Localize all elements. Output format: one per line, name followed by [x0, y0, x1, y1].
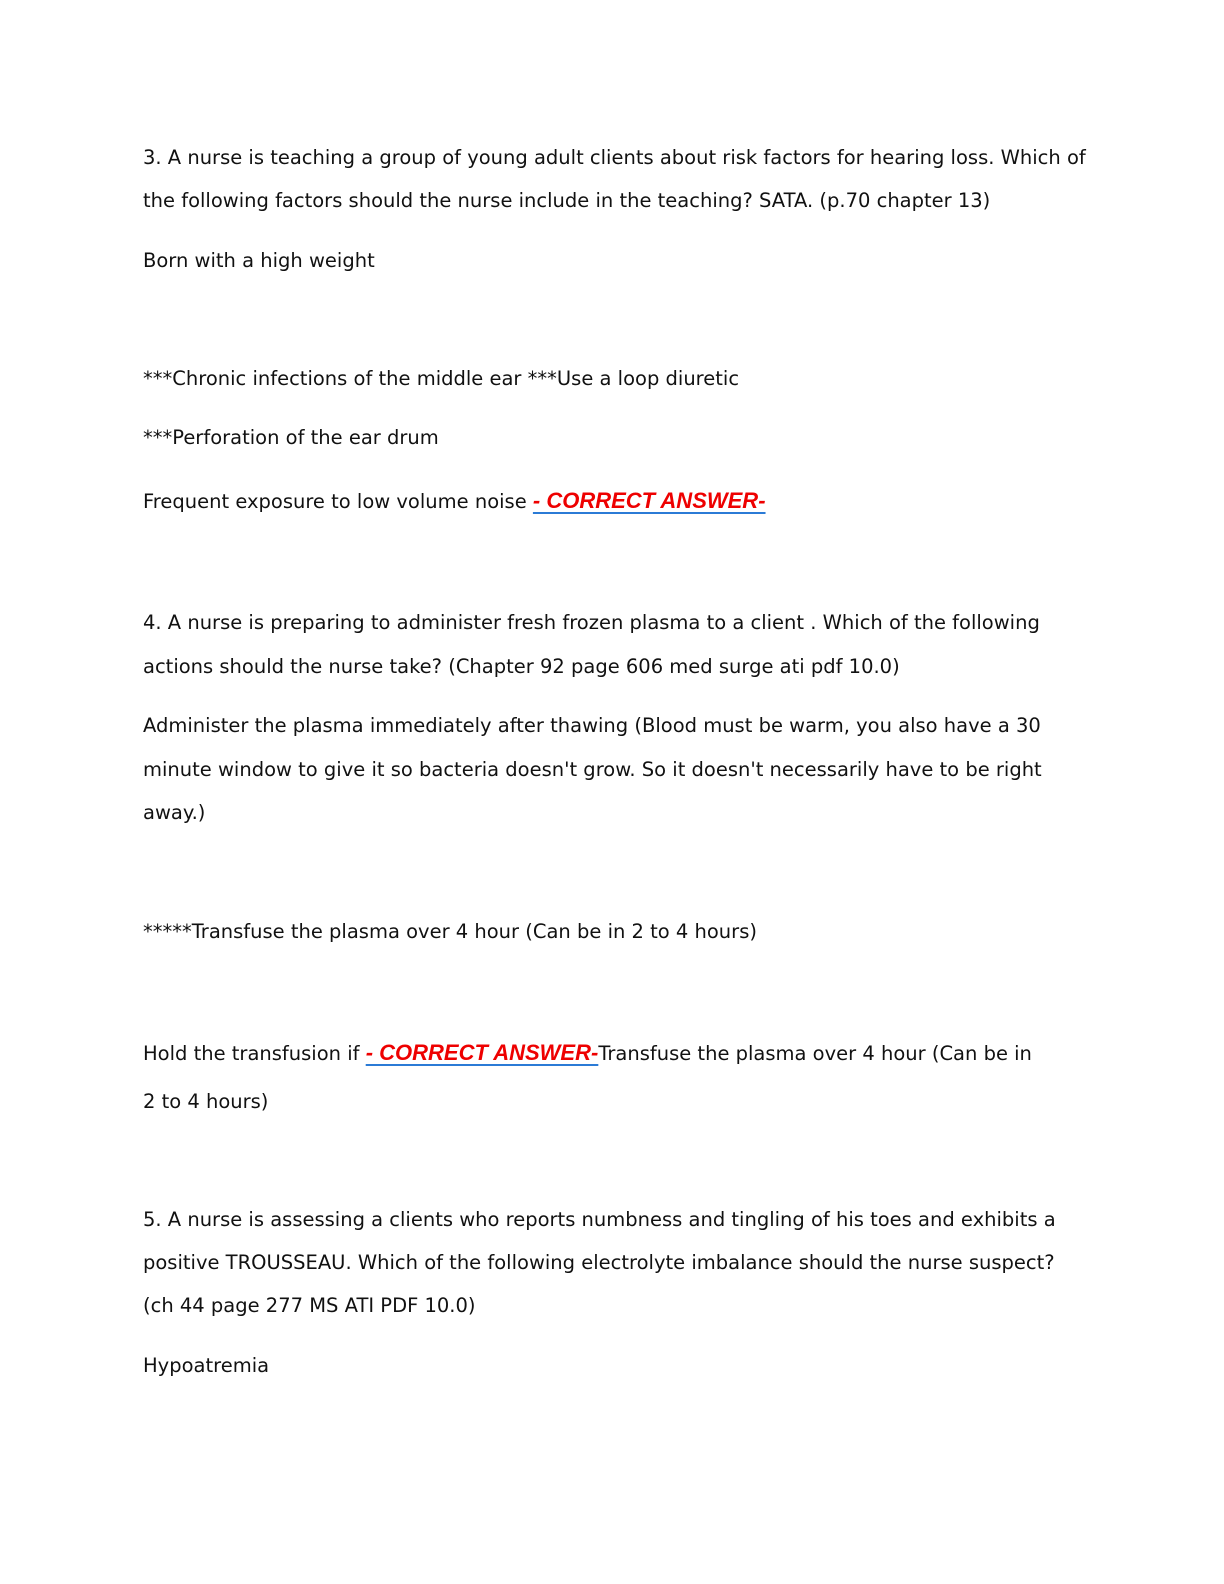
q3-option-4: Frequent exposure to low volume noise	[143, 490, 527, 513]
q4-answer-line-2: 2 to 4 hours)	[143, 1090, 269, 1113]
q5-stem-line-2: positive TROUSSEAU. Which of the following electrolyte imbalance should the nurse suspect?	[143, 1251, 1055, 1274]
q4-option-1-line-1: Administer the plasma immediately after thawing (Blood must be warm, you also have a 30	[143, 714, 1041, 737]
q4-correct-answer-marker: - CORRECT ANSWER-	[365, 1040, 599, 1065]
q4-stem-line-1: 4. A nurse is preparing to administer fresh frozen plasma to a client . Which of the following	[143, 611, 1040, 634]
q3-option-2: ***Chronic infections of the middle ear ***Use a loop diuretic	[143, 367, 740, 390]
q4-option-3-line	[143, 1041, 1083, 1066]
q4-answer-line-1: Transfuse the plasma over 4 hour (Can be in	[598, 1042, 1032, 1065]
q5-option-1: Hypoatremia	[143, 1354, 270, 1377]
q5-stem-line-3: (ch 44 page 277 MS ATI PDF 10.0)	[143, 1294, 476, 1317]
q3-stem-line-1: 3. A nurse is teaching a group of young adult clients about risk factors for hearing loss. Which of	[143, 146, 1086, 169]
q4-option-3-prefix: Hold the transfusion if	[143, 1042, 360, 1065]
q4-option-2: *****Transfuse the plasma over 4 hour (Can be in 2 to 4 hours)	[143, 920, 757, 943]
q5-stem-line-1: 5. A nurse is assessing a clients who reports numbness and tingling of his toes and exhibits a	[143, 1208, 1056, 1231]
q3-correct-answer-marker: - CORRECT ANSWER-	[532, 488, 766, 513]
q3-option-3: ***Perforation of the ear drum	[143, 426, 439, 449]
q4-option-1-line-3: away.)	[143, 801, 206, 824]
q3-option-4-line	[143, 489, 1083, 514]
q3-option-1: Born with a high weight	[143, 249, 375, 272]
q4-stem-line-2: actions should the nurse take? (Chapter 92 page 606 med surge ati pdf 10.0)	[143, 655, 900, 678]
q3-stem-line-2: the following factors should the nurse include in the teaching? SATA. (p.70 chapter 13)	[143, 189, 991, 212]
q4-option-1-line-2: minute window to give it so bacteria doesn't grow. So it doesn't necessarily have to be right	[143, 758, 1042, 781]
